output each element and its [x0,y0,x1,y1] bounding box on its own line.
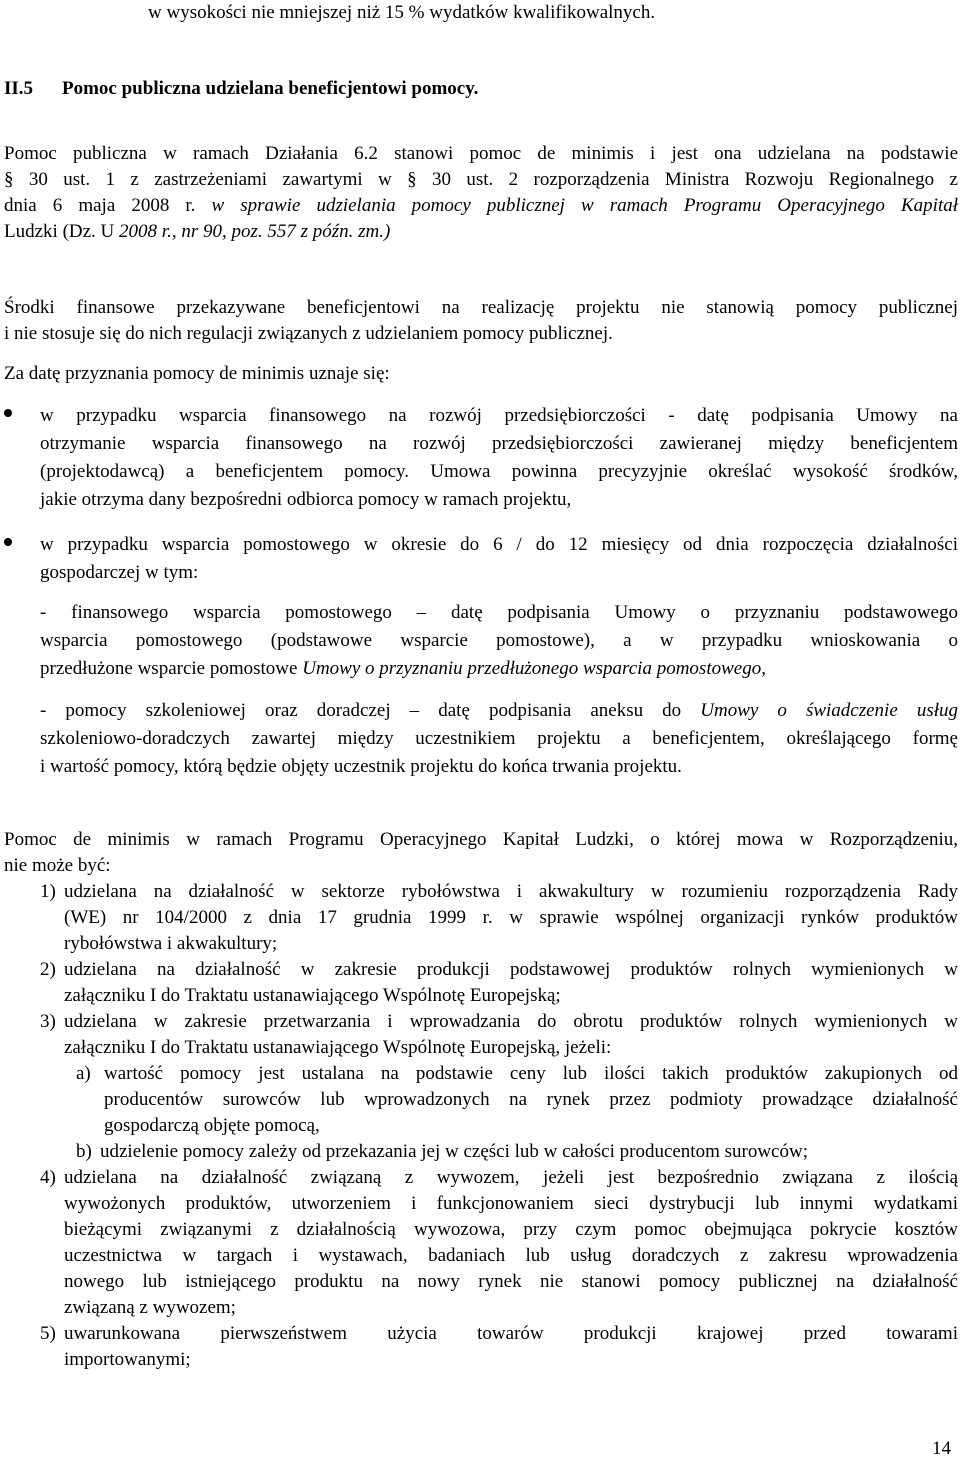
list-number: 5) [40,1323,56,1344]
list-item-line: uwarunkowana pierwszeństwem użycia towarów produkcji krajowej przed towarami [64,1323,958,1344]
list-number: 3) [40,1011,56,1032]
dash-line: wsparcia pomostowego (podstawowe wsparcie pomostowe), a w przypadku wnioskowania o [40,630,958,651]
text-line: w wysokości nie mniejszej niż 15 % wydatków kwalifikowalnych. [148,2,656,23]
paragraph-line: Pomoc publiczna w ramach Działania 6.2 stanowi pomoc de minimis i jest ona udzielana na podstawie [4,143,958,164]
bullet-icon [4,538,12,546]
list-number: 2) [40,959,56,980]
section-title: Pomoc publiczna udzielana beneficjentowi pomocy. [62,78,479,99]
dash-line: - finansowego wsparcia pomostowego – datę podpisania Umowy o przyznaniu podstawowego [40,602,958,623]
list-item-line: rybołówstwa i akwakultury; [64,933,278,954]
list-item-line: załączniku I do Traktatu ustanawiającego Wspólnotę Europejską, jeżeli: [64,1037,612,1058]
bullet-line: (projektodawcą) a beneficjentem pomocy. Umowa powinna precyzyjnie określać wysokość środków, [40,461,958,482]
list-item-line: uczestnictwa w targach i wystawach, badaniach lub usług doradczych z zakresu wprowadzenia [64,1245,958,1266]
list-item-line: udzielana na działalność w sektorze rybołówstwa i akwakultury w rozumieniu rozporządzenia Rady [64,881,958,902]
list-letter: b) [76,1141,92,1162]
dash-line: i wartość pomocy, którą będzie objęty uczestnik projektu do końca trwania projektu. [40,756,682,777]
list-item-line: wywożonych produktów, utworzeniem i funkcjonowaniem sieci dystrybucji lub innymi wydatkami [64,1193,958,1214]
list-item-line: udzielana na działalność związaną z wywozem, jeżeli jest bezpośrednio związana z ilością [64,1167,958,1188]
list-item-line: (WE) nr 104/2000 z dnia 17 grudnia 1999 r. w sprawie wspólnej organizacji rynków produktów [64,907,958,928]
paragraph-line: dnia 6 maja 2008 r. w sprawie udzielania pomocy publicznej w ramach Programu Operacyjnego Kapitał [4,195,958,216]
dash-line: przedłużone wsparcie pomostowe Umowy o przyznaniu przedłużonego wsparcia pomostowego, [40,658,766,679]
list-item-line: załączniku I do Traktatu ustanawiającego Wspólnotę Europejską; [64,985,561,1006]
page-number: 14 [932,1438,951,1459]
list-item-line: udzielana na działalność w zakresie produkcji podstawowej produktów rolnych wymienionych w [64,959,958,980]
section-number: II.5 [4,78,34,99]
list-item-line: importowanymi; [64,1349,191,1370]
paragraph-line: i nie stosuje się do nich regulacji związanych z udzielaniem pomocy publicznej. [4,323,613,344]
list-number: 4) [40,1167,56,1188]
list-number: 1) [40,881,56,902]
paragraph-line: § 30 ust. 1 z zastrzeżeniami zawartymi w § 30 ust. 2 rozporządzenia Ministra Rozwoju Regionalnego z [4,169,958,190]
bullet-line: w przypadku wsparcia finansowego na rozwój przedsiębiorczości - datę podpisania Umowy na [40,405,958,426]
list-item-line: nowego lub istniejącego produktu na nowy rynek nie stanowi pomocy publicznej na działalność [64,1271,958,1292]
bullet-icon [4,409,12,417]
paragraph-line: nie może być: [4,855,111,876]
bullet-line: gospodarczej w tym: [40,562,199,583]
bullet-line: jakie otrzyma dany bezpośredni odbiorca pomocy w ramach projektu, [40,489,572,510]
list-item-line: związaną z wywozem; [64,1297,236,1318]
list-item-line: bieżącymi związanymi z działalnością wywozowa, przy czym pomoc obejmująca pokrycie kosztów [64,1219,958,1240]
list-item-line: udzielana w zakresie przetwarzania i wprowadzania do obrotu produktów rolnych wymienionych w [64,1011,958,1032]
paragraph-line: Za datę przyznania pomocy de minimis uznaje się: [4,363,390,384]
sublist-item-line: gospodarczą objęte pomocą, [104,1115,320,1136]
list-letter: a) [76,1063,91,1084]
sublist-item-line: producentów surowców lub wprowadzonych na rynek przez podmioty prowadzące działalność [104,1089,958,1110]
paragraph-line: Środki finansowe przekazywane beneficjentowi na realizację projektu nie stanowią pomocy publicznej [4,297,958,318]
bullet-line: w przypadku wsparcia pomostowego w okresie do 6 / do 12 miesięcy od dnia rozpoczęcia działalności [40,534,958,555]
dash-line: szkoleniowo-doradczych zawartej między uczestnikiem projektu a beneficjentem, określającego formę [40,728,958,749]
sublist-item-line: udzielenie pomocy zależy od przekazania jej w części lub w całości producentom surowców; [100,1141,808,1162]
bullet-line: otrzymanie wsparcia finansowego na rozwój przedsiębiorczości zawieranej między beneficjentem [40,433,958,454]
paragraph-line: Ludzki (Dz. U 2008 r., nr 90, poz. 557 z późn. zm.) [4,221,391,242]
sublist-item-line: wartość pomocy jest ustalana na podstawie ceny lub ilości takich produktów zakupionych od [104,1063,958,1084]
dash-line: - pomocy szkoleniowej oraz doradczej – datę podpisania aneksu do Umowy o świadczenie usług [40,700,958,721]
paragraph-line: Pomoc de minimis w ramach Programu Operacyjnego Kapitał Ludzki, o której mowa w Rozporządzeniu, [4,829,958,850]
